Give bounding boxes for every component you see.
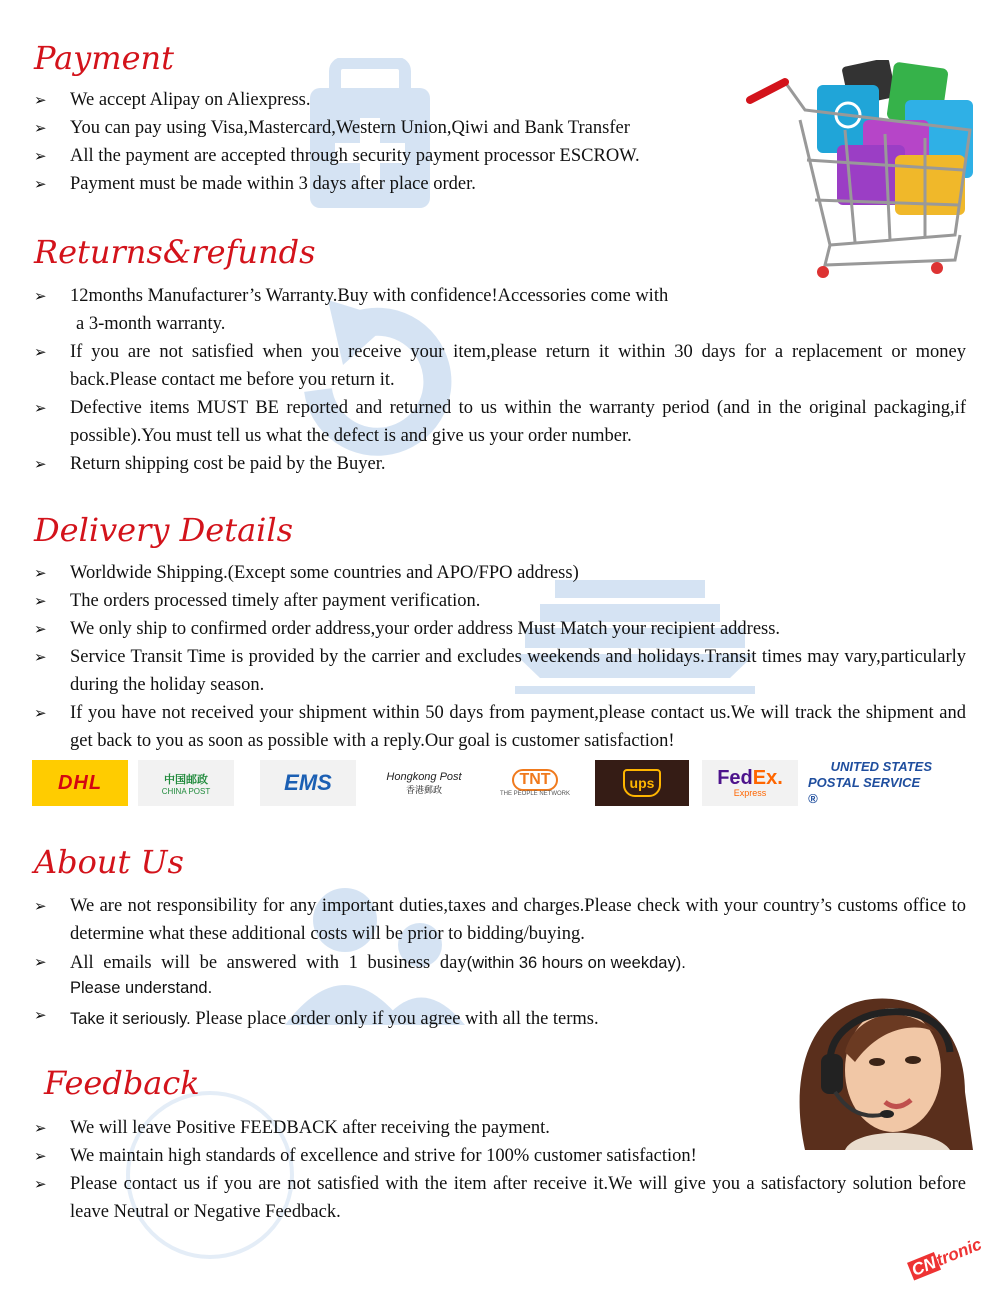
hongkong-post-logo: Hongkong Post 香港郵政 <box>372 760 476 806</box>
list-item: ➢ Worldwide Shipping.(Except some countries and APO/FPO address) <box>34 559 966 587</box>
fedex-logo: FedEx. Express <box>702 760 798 806</box>
feedback-title: Feedback <box>44 1064 200 1102</box>
about-title: About Us <box>34 843 184 881</box>
arrow-bullet-icon: ➢ <box>34 147 47 165</box>
arrow-bullet-icon: ➢ <box>34 287 47 305</box>
arrow-bullet-icon: ➢ <box>34 343 47 361</box>
tnt-logo: TNT THE PEOPLE NETWORK <box>495 760 575 806</box>
list-item: ➢ All the payment are accepted through security payment processor ESCROW. <box>34 142 754 170</box>
arrow-bullet-icon: ➢ <box>34 91 47 109</box>
ems-logo: EMS <box>260 760 356 806</box>
returns-list <box>34 282 966 478</box>
arrow-bullet-icon: ➢ <box>34 1006 47 1024</box>
list-item: ➢ Defective items MUST BE reported and returned to us within the warranty period (and in the original packaging,if possible).You must tell us what the defect is and give us your order number. <box>34 394 966 450</box>
dhl-logo: DHL <box>32 760 128 806</box>
list-item: ➢ Return shipping cost be paid by the Buyer. <box>34 450 966 478</box>
arrow-bullet-icon: ➢ <box>34 704 47 722</box>
delivery-title: Delivery Details <box>34 511 294 549</box>
arrow-bullet-icon: ➢ <box>34 648 47 666</box>
arrow-bullet-icon: ➢ <box>34 953 47 971</box>
arrow-bullet-icon: ➢ <box>34 175 47 193</box>
arrow-bullet-icon: ➢ <box>34 897 47 915</box>
shopping-cart-illustration <box>745 60 980 280</box>
delivery-list <box>34 559 966 755</box>
list-item: ➢ We are not responsibility for any important duties,taxes and charges.Please check with your country’s customs office to determine what these additional costs will be prior to bidding/buying. <box>34 892 966 948</box>
usps-logo: UNITED STATES POSTAL SERVICE ® <box>808 759 932 806</box>
arrow-bullet-icon: ➢ <box>34 592 47 610</box>
list-item: ➢ All emails will be answered with 1 business day(within 36 hours on weekday). Please understand. <box>34 948 830 1001</box>
list-item: ➢ You can pay using Visa,Mastercard,Western Union,Qiwi and Bank Transfer <box>34 114 754 142</box>
arrow-bullet-icon: ➢ <box>34 1119 47 1137</box>
list-item: ➢ We maintain high standards of excellence and strive for 100% customer satisfaction! <box>34 1142 770 1170</box>
list-item: ➢ We accept Alipay on Aliexpress. <box>34 86 754 114</box>
list-item: ➢ Payment must be made within 3 days after place order. <box>34 170 754 198</box>
list-item: ➢ Please contact us if you are not satisfied with the item after receive it.We will give you a satisfactory solution before leave Neutral or Negative Feedback. <box>34 1170 966 1226</box>
arrow-bullet-icon: ➢ <box>34 455 47 473</box>
arrow-bullet-icon: ➢ <box>34 1147 47 1165</box>
arrow-bullet-icon: ➢ <box>34 620 47 638</box>
list-item: ➢ We only ship to confirmed order address,your order address Must Match your recipient address. <box>34 615 966 643</box>
china-post-logo: 中国邮政 CHINA POST <box>138 760 234 806</box>
returns-title: Returns&refunds <box>34 233 316 271</box>
arrow-bullet-icon: ➢ <box>34 564 47 582</box>
list-item: ➢ If you have not received your shipment within 50 days from payment,please contact us.We will track the shipment and get back to you as soon as possible with a reply.Our goal is customer satisfaction! <box>34 699 966 755</box>
list-item: ➢ If you are not satisfied when you receive your item,please return it within 30 days for a replacement or money back.Please contact me before you return it. <box>34 338 966 394</box>
ups-logo: ups <box>595 760 689 806</box>
list-item: ➢ We will leave Positive FEEDBACK after receiving the payment. <box>34 1114 966 1142</box>
list-item: ➢ The orders processed timely after payment verification. <box>34 587 966 615</box>
arrow-bullet-icon: ➢ <box>34 1175 47 1193</box>
list-item: ➢ Take it seriously. Please place order only if you agree with all the terms. <box>34 1001 966 1033</box>
arrow-bullet-icon: ➢ <box>34 119 47 137</box>
courier-logos <box>32 760 932 808</box>
payment-list <box>34 86 754 198</box>
list-item: ➢ Service Transit Time is provided by the carrier and excludes weekends and holidays.Transit times may vary,particularly during the holiday season. <box>34 643 966 699</box>
feedback-list <box>34 1114 966 1226</box>
list-item: ➢ 12months Manufacturer’s Warranty.Buy with confidence!Accessories come with a 3-month warranty. <box>34 282 966 338</box>
payment-title: Payment <box>34 39 174 77</box>
brand-watermark-logo: CNtronic <box>908 1234 985 1280</box>
arrow-bullet-icon: ➢ <box>34 399 47 417</box>
